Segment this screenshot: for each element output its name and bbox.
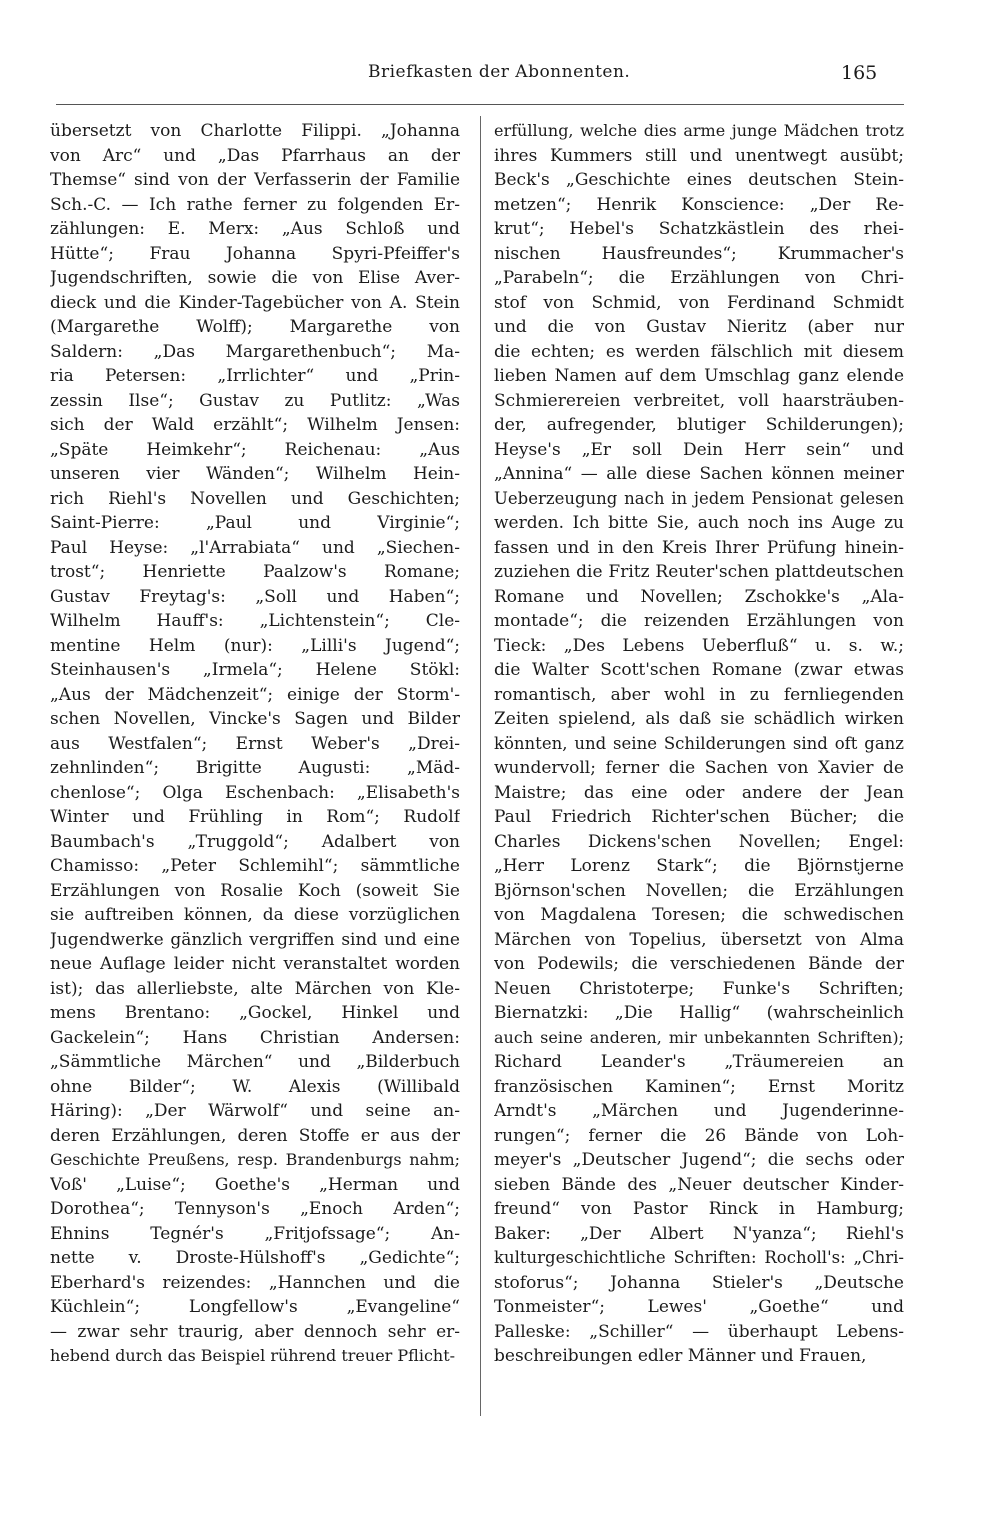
text-line: Ueberzeugung nach in jedem Pensionat gelesen	[494, 488, 904, 508]
text-line: lieben Namen auf dem Umschlag ganz elende	[494, 366, 904, 386]
text-line: Gackelein“; Hans Christian Andersen:	[50, 1027, 460, 1048]
text-line: ihres Kummers still und unentwegt ausübt;	[494, 145, 904, 166]
left-column	[50, 119, 460, 1369]
text-line: beschreibungen edler Männer und Frauen,	[494, 1346, 867, 1366]
text-line: übersetzt von Charlotte Filippi. „Johanna	[50, 121, 460, 141]
text-line: aus Westfalen“; Ernst Weber's „Drei-	[50, 733, 460, 754]
text-line: hebend durch das Beispiel rührend treuer Pflicht-	[50, 1346, 456, 1365]
text-line: krut“; Hebel's Schatzkästlein des rhei-	[494, 219, 904, 239]
text-line: nischen Hausfreundes“; Krummacher's	[494, 243, 904, 264]
text-line: Maistre; das eine oder andere der Jean	[494, 782, 904, 803]
text-line: Paul Heyse: „l'Arrabiata“ und „Siechen-	[50, 537, 460, 558]
text-line: „Annina“ — alle diese Sachen können meiner	[494, 464, 904, 484]
text-line: fassen und in den Kreis Ihrer Prüfung hinein-	[494, 537, 904, 558]
text-line: meyer's „Deutscher Jugend“; die sechs oder	[494, 1150, 904, 1170]
text-line: dieck und die Kinder-Tagebücher von A. Stein	[50, 292, 460, 313]
text-line: die Walter Scott'schen Romane (zwar etwas	[494, 660, 904, 680]
text-line: Steinhausen's „Irmela“; Helene Stökl:	[50, 660, 460, 680]
text-line: sie auftreiben können, da diese vorzüglichen	[50, 905, 460, 925]
text-line: Richard Leander's „Träumereien an	[494, 1052, 904, 1072]
text-line: Erzählungen von Rosalie Koch (soweit Sie	[50, 880, 460, 901]
text-line: Jugendwerke gänzlich vergriffen sind und eine	[50, 929, 460, 950]
text-line: stoforus“; Johanna Stieler's „Deutsche	[494, 1272, 904, 1293]
text-line: rich Riehl's Novellen und Geschichten;	[50, 488, 460, 509]
text-line: Paul Friedrich Richter'schen Bücher; die	[494, 807, 904, 827]
text-line: schen Novellen, Vincke's Sagen und Bilder	[50, 709, 460, 729]
text-line: „Herr Lorenz Stark“; die Björnstjerne	[494, 856, 904, 876]
text-line: der, aufregender, blutiger Schilderungen);	[494, 415, 904, 435]
text-line: Märchen von Topelius, übersetzt von Alma	[494, 929, 904, 950]
text-line: Saldern: „Das Margarethenbuch“; Ma-	[50, 341, 460, 362]
text-line: freund“ von Pastor Rinck in Hamburg;	[494, 1199, 904, 1219]
text-line: auch seine anderen, mir unbekannten Schriften);	[494, 1027, 904, 1047]
text-line: ist); das allerliebste, alte Märchen von Kle-	[50, 978, 460, 999]
column-divider	[480, 116, 481, 1416]
text-line: Baker: „Der Albert N'yanza“; Riehl's	[494, 1223, 904, 1244]
text-line: Biernatzki: „Die Hallig“ (wahrscheinlich	[494, 1003, 904, 1023]
text-line: deren Erzählungen, deren Stoffe er aus der	[50, 1125, 460, 1146]
text-line: Ehnins Tegnér's „Fritjofssage“; An-	[50, 1223, 460, 1244]
text-line: Romane und Novellen; Zschokke's „Ala-	[494, 586, 904, 607]
text-line: ria Petersen: „Irrlichter“ und „Prin-	[50, 366, 460, 386]
text-line: sieben Bände des „Neuer deutscher Kinder-	[494, 1174, 904, 1195]
text-line: metzen“; Henrik Konscience: „Der Re-	[494, 194, 904, 215]
text-line: Schmierereien verbreitet, voll haarsträuben-	[494, 390, 904, 411]
text-line: montade“; die reizenden Erzählungen von	[494, 611, 904, 631]
text-line: (Margarethe Wolff); Margarethe von	[50, 317, 460, 337]
text-line: zählungen: E. Merx: „Aus Schloß und	[50, 219, 460, 239]
text-line: „Sämmtliche Märchen“ und „Bilderbuch	[50, 1052, 460, 1072]
text-line: Gustav Freytag's: „Soll und Haben“;	[50, 586, 460, 607]
right-column	[494, 119, 904, 1369]
text-line: sich der Wald erzählt“; Wilhelm Jensen:	[50, 415, 460, 435]
text-line: neue Auflage leider nicht veranstaltet worden	[50, 954, 460, 974]
text-line: Beck's „Geschichte eines deutschen Stein-	[494, 170, 904, 190]
text-line: chenlose“; Olga Eschenbach: „Elisabeth's	[50, 782, 460, 803]
text-line: von Arc“ und „Das Pfarrhaus an der	[50, 145, 460, 166]
text-line: Voß' „Luise“; Goethe's „Herman und	[50, 1174, 460, 1195]
text-line: Häring): „Der Wärwolf“ und seine an-	[50, 1101, 460, 1121]
text-line: Saint-Pierre: „Paul und Virginie“;	[50, 513, 460, 533]
text-line: Palleske: „Schiller“ — überhaupt Lebens-	[494, 1321, 904, 1342]
text-line: mens Brentano: „Gockel, Hinkel und	[50, 1003, 460, 1023]
text-line: unseren vier Wänden“; Wilhelm Hein-	[50, 464, 460, 484]
text-line: rungen“; ferner die 26 Bände von Loh-	[494, 1125, 904, 1146]
text-line: Winter und Frühling in Rom“; Rudolf	[50, 807, 460, 827]
text-line: „Aus der Mädchenzeit“; einige der Storm'-	[50, 684, 460, 705]
text-line: Hütte“; Frau Johanna Spyri-Pfeiffer's	[50, 243, 460, 264]
text-line: zehnlinden“; Brigitte Augusti: „Mäd-	[50, 758, 460, 778]
text-line: Björnson'schen Novellen; die Erzählungen	[494, 880, 904, 901]
text-line: zuziehen die Fritz Reuter'schen plattdeutschen	[494, 562, 904, 582]
text-line: Chamisso: „Peter Schlemihl“; sämmtliche	[50, 856, 460, 876]
text-line: Arndt's „Märchen und Jugenderinne-	[494, 1101, 904, 1121]
running-head-title: Briefkasten der Abonnenten.	[368, 62, 631, 82]
text-line: die echten; es werden fälschlich mit diesem	[494, 341, 904, 362]
text-line: ohne Bilder“; W. Alexis (Willibald	[50, 1076, 460, 1097]
text-line: trost“; Henriette Paalzow's Romane;	[50, 562, 460, 582]
text-line: kulturgeschichtliche Schriften: Rocholl's: „Chri-	[494, 1248, 904, 1267]
text-line: mentine Helm (nur): „Lilli's Jugend“;	[50, 635, 460, 656]
text-line: Neuen Christoterpe; Funke's Schriften;	[494, 978, 904, 999]
text-line: Dorothea“; Tennyson's „Enoch Arden“;	[50, 1199, 460, 1219]
text-line: Eberhard's reizendes: „Hannchen und die	[50, 1272, 460, 1293]
text-line: von Magdalena Toresen; die schwedischen	[494, 905, 904, 925]
text-line: von Podewils; die verschiedenen Bände der	[494, 954, 904, 974]
text-line: nette v. Droste-Hülshoff's „Gedichte“;	[50, 1248, 460, 1268]
text-line: französischen Kaminen“; Ernst Moritz	[494, 1076, 904, 1097]
text-line: Charles Dickens'schen Novellen; Engel:	[494, 831, 904, 852]
text-line: Tonmeister“; Lewes' „Goethe“ und	[494, 1297, 904, 1317]
text-line: romantisch, aber wohl in zu fernliegenden	[494, 684, 904, 705]
text-line: Küchlein“; Longfellow's „Evangeline“	[50, 1297, 460, 1317]
header-rule	[56, 104, 904, 105]
text-line: zessin Ilse“; Gustav zu Putlitz: „Was	[50, 390, 460, 411]
text-line: könnten, und seine Schilderungen sind oft ganz	[494, 733, 904, 753]
text-line: Heyse's „Er soll Dein Herr sein“ und	[494, 439, 904, 460]
text-line: Themse“ sind von der Verfasserin der Familie	[50, 170, 460, 190]
running-head	[0, 62, 1000, 92]
text-line: „Parabeln“; die Erzählungen von Chri-	[494, 268, 904, 288]
text-line: wundervoll; ferner die Sachen von Xavier de	[494, 758, 904, 778]
text-line: „Späte Heimkehr“; Reichenau: „Aus	[50, 439, 460, 460]
text-line: Sch.-C. — Ich rathe ferner zu folgenden Er-	[50, 194, 460, 215]
text-line: — zwar sehr traurig, aber dennoch sehr er-	[50, 1321, 460, 1342]
text-line: Baumbach's „Truggold“; Adalbert von	[50, 831, 460, 852]
text-line: Jugendschriften, sowie die von Elise Aver-	[50, 268, 460, 288]
text-line: und die von Gustav Nieritz (aber nur	[494, 317, 904, 337]
text-line: Tieck: „Des Lebens Ueberfluß“ u. s. w.;	[494, 635, 904, 656]
text-line: werden. Ich bitte Sie, auch noch ins Auge zu	[494, 513, 904, 533]
page-number: 165	[841, 62, 878, 84]
text-line: Zeiten spielend, als daß sie schädlich wirken	[494, 709, 904, 729]
text-line: Wilhelm Hauff's: „Lichtenstein“; Cle-	[50, 611, 460, 631]
text-line: Geschichte Preußens, resp. Brandenburgs nahm;	[50, 1150, 460, 1169]
text-line: stof von Schmid, von Ferdinand Schmidt	[494, 292, 904, 313]
text-line: erfüllung, welche dies arme junge Mädchen trotz	[494, 121, 904, 140]
